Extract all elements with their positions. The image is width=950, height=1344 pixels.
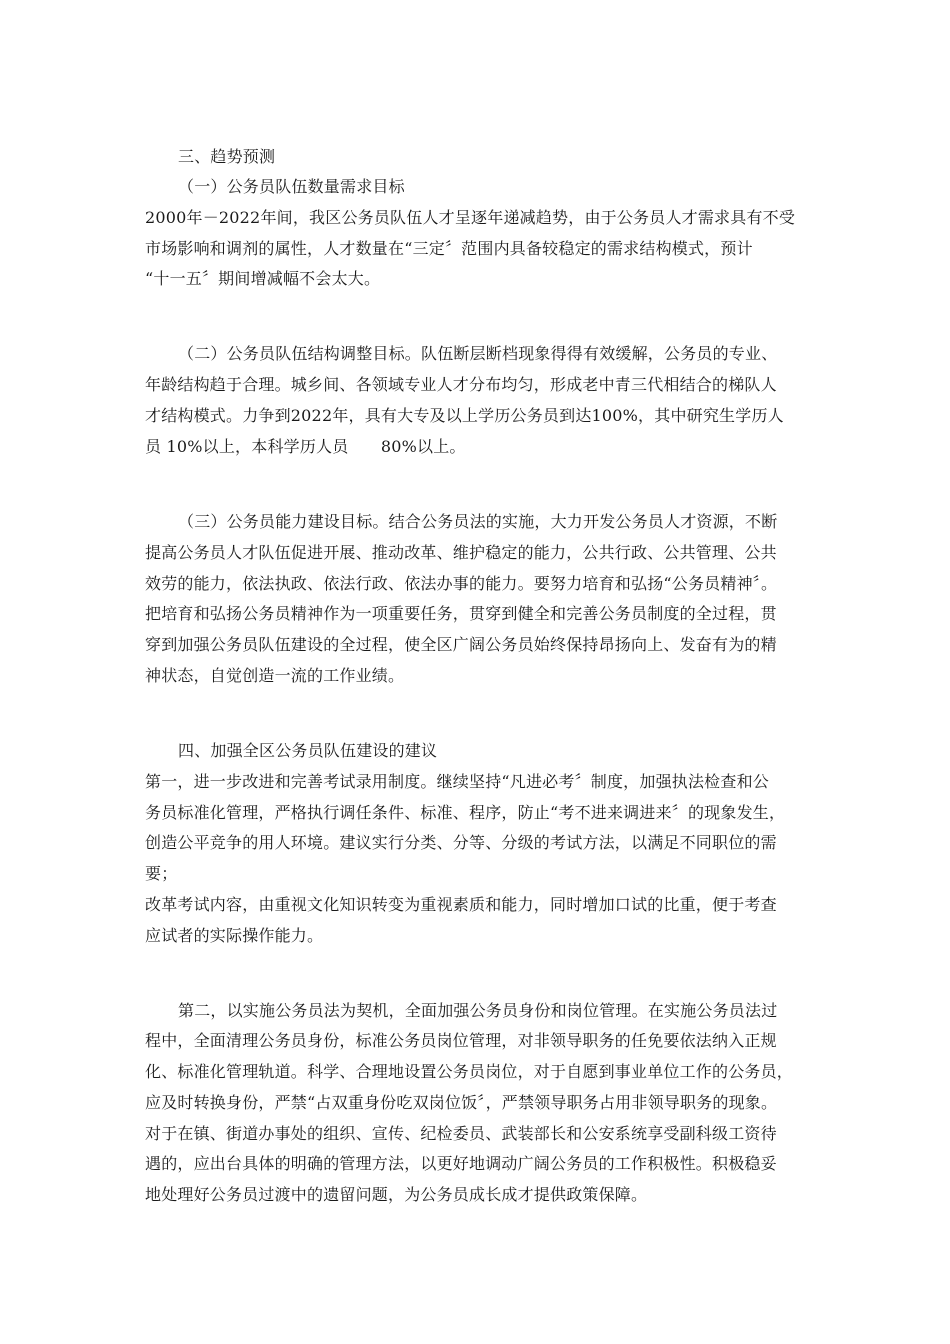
paragraph-line: 才结构模式。力争到2022年，具有大专及以上学历公务员到达100%，其中研究生学历人 (145, 406, 784, 425)
paragraph-line: 穿到加强公务员队伍建设的全过程，使全区广阔公务员始终保持昂扬向上、发奋有为的精 (145, 635, 777, 654)
section-heading: 三、趋势预测 (178, 147, 276, 166)
paragraph-line: 效劳的能力，依法执政、依法行政、依法办事的能力。要努力培育和弘扬“公务员精神〞。 (145, 574, 778, 593)
paragraph-line: 务员标准化管理，严格执行调任条件、标准、程序，防止“考不进来调进来〞的现象发生， (145, 803, 786, 822)
paragraph-line: 改革考试内容，由重视文化知识转变为重视素质和能力，同时增加口试的比重，便于考查 (145, 895, 777, 914)
paragraph-line: 市场影响和调剂的属性，人才数量在“三定〞范围内具备较稳定的需求结构模式，预计 (145, 239, 753, 258)
paragraph-line: 遇的，应出台具体的明确的管理方法，以更好地调动广阔公务员的工作积极性。积极稳妥 (145, 1154, 777, 1173)
paragraph-line: 年龄结构趋于合理。城乡间、各领域专业人才分布均匀，形成老中青三代相结合的梯队人 (145, 375, 777, 394)
paragraph-line: （三）公务员能力建设目标。结合公务员法的实施，大力开发公务员人才资源，不断 (178, 512, 778, 531)
paragraph-line: （二）公务员队伍结构调整目标。队伍断层断档现象得得有效缓解，公务员的专业、 (178, 344, 778, 363)
paragraph-line: 提高公务员人才队伍促进开展、推动改革、维护稳定的能力，公共行政、公共管理、公共 (145, 543, 777, 562)
paragraph-line: 创造公平竞争的用人环境。建议实行分类、分等、分级的考试方法，以满足不同职位的需 (145, 833, 777, 852)
paragraph-line: 员 10%以上，本科学历人员 80%以上。 (145, 437, 466, 456)
paragraph-line: “十一五〞期间增减幅不会太大。 (145, 269, 381, 288)
paragraph-line: 应及时转换身份，严禁“占双重身份吃双岗位饭〞，严禁领导职务占用非领导职务的现象。 (145, 1093, 778, 1112)
paragraph-line: 应试者的实际操作能力。 (145, 926, 324, 945)
paragraph-line: 地处理好公务员过渡中的遗留问题，为公务员成长成才提供政策保障。 (145, 1185, 648, 1204)
paragraph-line: 神状态，自觉创造一流的工作业绩。 (145, 666, 405, 685)
paragraph-line: 要； (145, 864, 178, 883)
paragraph-line: 对于在镇、街道办事处的组织、宣传、纪检委员、武装部长和公安系统享受副科级工资待 (145, 1124, 777, 1143)
paragraph-line: 化、标准化管理轨道。科学、合理地设置公务员岗位，对于自愿到事业单位工作的公务员， (145, 1062, 794, 1081)
subsection-heading: （一）公务员队伍数量需求目标 (178, 177, 405, 196)
paragraph-line: 程中，全面清理公务员身份，标准公务员岗位管理，对非领导职务的任免要依法纳入正规 (145, 1031, 777, 1050)
section-heading: 四、加强全区公务员队伍建设的建议 (178, 741, 438, 760)
paragraph-line: 2000年－2022年间，我区公务员队伍人才呈逐年递减趋势，由于公务员人才需求具有不受 (145, 208, 796, 227)
paragraph-line: 第一，进一步改进和完善考试录用制度。继续坚持“凡进必考〞制度，加强执法检查和公 (145, 772, 769, 791)
paragraph-line: 第二，以实施公务员法为契机，全面加强公务员身份和岗位管理。在实施公务员法过 (178, 1001, 778, 1020)
paragraph-line: 把培育和弘扬公务员精神作为一项重要任务，贯穿到健全和完善公务员制度的全过程，贯 (145, 604, 777, 623)
